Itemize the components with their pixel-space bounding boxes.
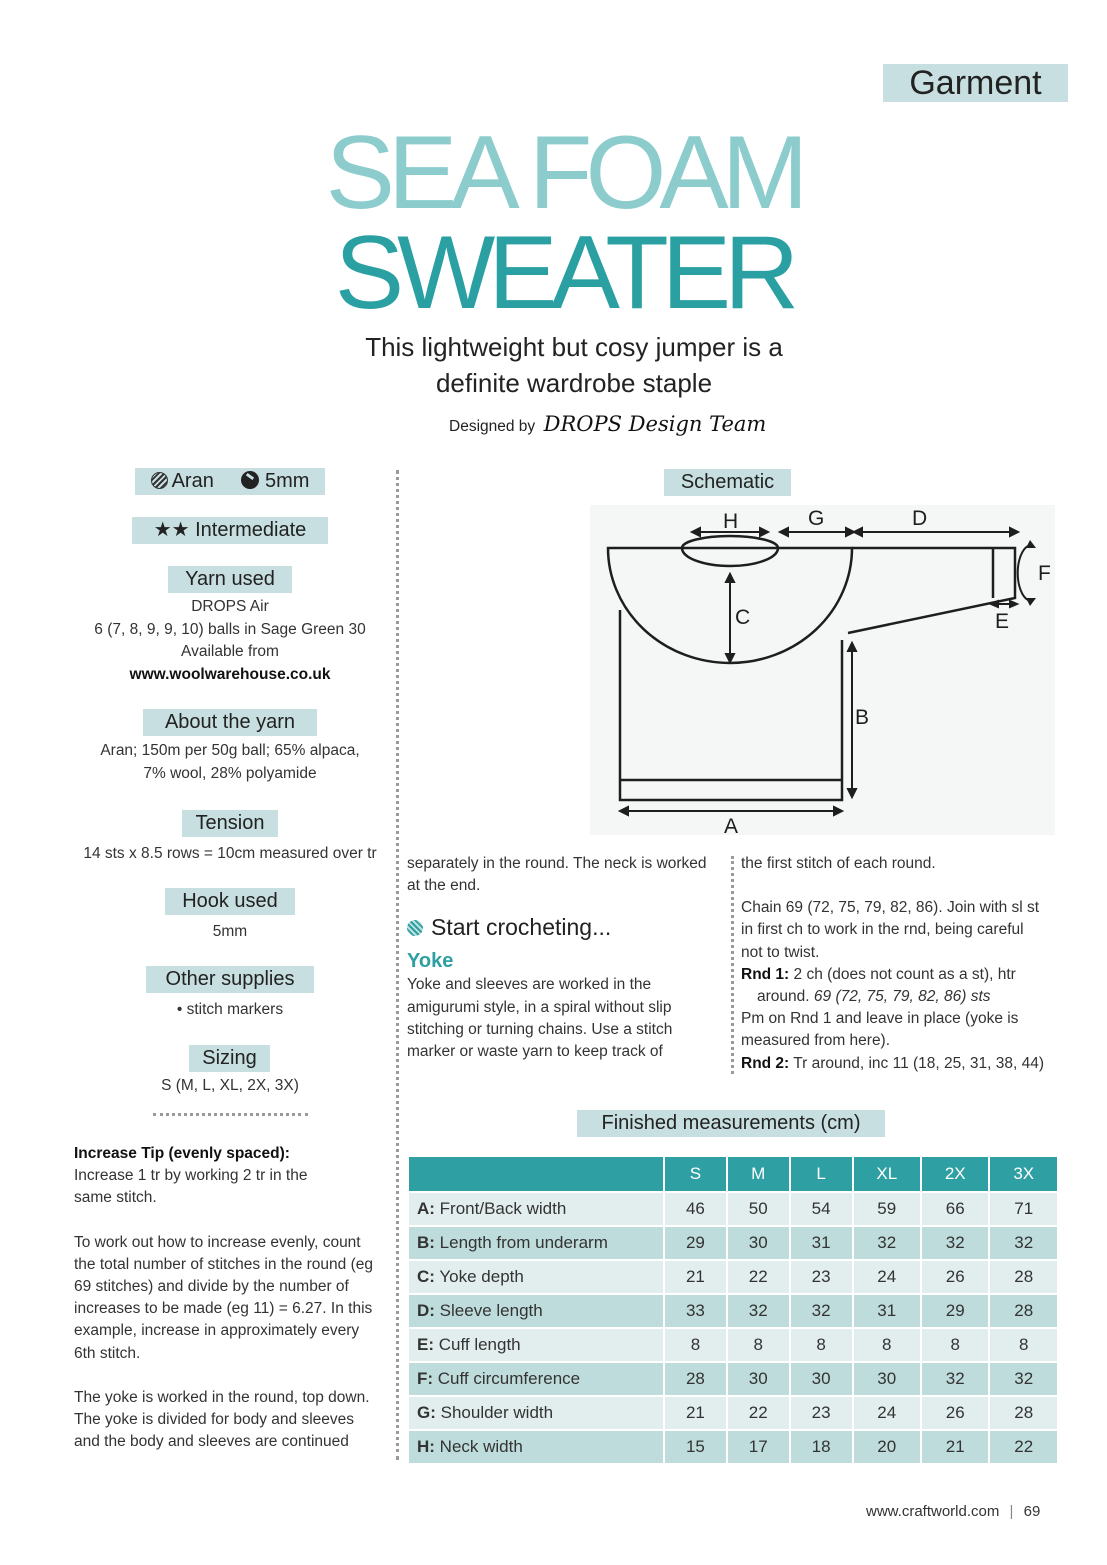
cell: 21: [663, 1261, 726, 1293]
about-yarn-info: [60, 740, 400, 785]
footer-website[interactable]: www.craftworld.com: [866, 1503, 1000, 1520]
cell: 30: [789, 1363, 852, 1395]
row-label: [409, 1397, 663, 1429]
cell: 59: [852, 1193, 920, 1225]
label-g: G: [808, 507, 825, 530]
cell: 29: [663, 1227, 726, 1259]
table-row: [409, 1295, 1057, 1327]
start-crocheting-text: Start crocheting...: [431, 914, 612, 941]
table-row: [409, 1227, 1057, 1259]
header-size: S: [663, 1157, 726, 1191]
schematic-heading: Schematic: [664, 469, 791, 496]
yarn-quantity: 6 (7, 8, 9, 9, 10) balls in Sage Green 30: [94, 620, 366, 638]
cell: 26: [920, 1397, 988, 1429]
column-divider-left: [396, 470, 399, 1460]
cell: 31: [852, 1295, 920, 1327]
row-desc: Sleeve length: [434, 1301, 543, 1320]
subtitle-line-1: This lightweight but cosy jumper is a: [365, 332, 783, 362]
table-row: [409, 1261, 1057, 1293]
cell: 17: [726, 1431, 789, 1463]
row-desc: Cuff circumference: [433, 1369, 581, 1388]
sidebar-divider: [153, 1113, 308, 1116]
table-row: [409, 1431, 1057, 1463]
label-b: B: [855, 706, 870, 729]
table-row: [409, 1193, 1057, 1225]
hook-used-text: 5mm: [212, 923, 248, 940]
yarn-availability: Available from: [181, 643, 279, 660]
cell: 46: [663, 1193, 726, 1225]
cell: 66: [920, 1193, 988, 1225]
row-desc: Cuff length: [434, 1335, 521, 1354]
round-1-count: 69 (72, 75, 79, 82, 86) sts: [813, 988, 991, 1006]
measurements-table: [409, 1155, 1057, 1465]
cell: 32: [920, 1363, 988, 1395]
difficulty-badge: [132, 517, 328, 544]
increase-tip-p2: To work out how to increase evenly, count the total number of stitches in the round (eg 69 stitches) and divide by the number of increases to be made (eg 11) = 6.27. In this example, increase in approximately every 6th stitch.: [74, 1233, 373, 1362]
row-desc: Shoulder width: [435, 1403, 554, 1422]
table-row: [409, 1329, 1057, 1361]
row-key: F:: [417, 1369, 434, 1388]
cell: 30: [726, 1363, 789, 1395]
table-row: [409, 1397, 1057, 1429]
difficulty-level: Intermediate: [195, 519, 307, 541]
chain-instruction: Chain 69 (72, 75, 79, 82, 86). Join with sl st in first ch to work in the rnd, being careful not to twist.: [741, 899, 1040, 961]
cell: 31: [789, 1227, 852, 1259]
cell: 32: [920, 1227, 988, 1259]
cell: 24: [852, 1261, 920, 1293]
column-2: [407, 853, 717, 1063]
cell: 71: [988, 1193, 1057, 1225]
cell: 15: [663, 1431, 726, 1463]
cell: 20: [852, 1431, 920, 1463]
label-f: F: [1038, 562, 1051, 585]
column-2-intro: separately in the round. The neck is worked at the end.: [407, 855, 707, 895]
sizing-text: S (M, L, XL, 2X, 3X): [161, 1077, 299, 1094]
page-number: 69: [1023, 1503, 1041, 1520]
label-d: D: [912, 507, 928, 530]
place-marker-instruction: Pm on Rnd 1 and leave in place (yoke is measured from here).: [741, 1010, 1019, 1050]
about-yarn-heading: About the yarn: [143, 709, 317, 736]
column-divider-right: [731, 856, 734, 1074]
other-supplies-heading: Other supplies: [146, 966, 314, 993]
row-label: [409, 1431, 663, 1463]
cell: 24: [852, 1397, 920, 1429]
cell: 26: [920, 1261, 988, 1293]
cell: 21: [663, 1397, 726, 1429]
cell: 32: [852, 1227, 920, 1259]
spec-bar: [135, 468, 325, 495]
cell: 32: [726, 1295, 789, 1327]
row-key: G:: [417, 1403, 436, 1422]
cell: 33: [663, 1295, 726, 1327]
row-key: E:: [417, 1335, 434, 1354]
label-c: C: [735, 606, 751, 629]
cell: 28: [663, 1363, 726, 1395]
cell: 8: [726, 1329, 789, 1361]
cell: 30: [726, 1227, 789, 1259]
designer-name: DROPS Design Team: [543, 412, 767, 436]
cell: 18: [789, 1431, 852, 1463]
footer-separator: |: [1009, 1503, 1014, 1520]
round-2: [741, 1053, 1056, 1075]
title-line-1: SEA FOAM: [325, 115, 802, 231]
cell: 8: [920, 1329, 988, 1361]
increase-tip-heading: Increase Tip (evenly spaced):: [74, 1145, 290, 1162]
yarn-supplier-link[interactable]: www.woolwarehouse.co.uk: [129, 665, 331, 683]
cell: 22: [988, 1431, 1057, 1463]
schematic-bg: [590, 505, 1055, 835]
row-key: C:: [417, 1267, 435, 1286]
label-a: A: [724, 815, 739, 838]
row-label: [409, 1295, 663, 1327]
yarn-name: DROPS Air: [191, 598, 269, 615]
yoke-heading: Yoke: [407, 950, 454, 973]
cell: 8: [663, 1329, 726, 1361]
hook-icon: [241, 471, 259, 489]
yarn-ball-small-icon: [407, 920, 423, 936]
header-size: 2X: [920, 1157, 988, 1191]
header-label: [409, 1157, 663, 1191]
cell: 28: [988, 1295, 1057, 1327]
measurements-header-row: [409, 1157, 1057, 1191]
start-crocheting-heading: [407, 912, 717, 942]
designer-credit: [449, 412, 766, 436]
hook-size: 5mm: [264, 470, 310, 492]
tension-text: 14 sts x 8.5 rows = 10cm measured over tr: [83, 845, 377, 862]
cell: 23: [789, 1261, 852, 1293]
row-desc: Length from underarm: [434, 1233, 608, 1252]
row-desc: Front/Back width: [434, 1199, 567, 1218]
row-desc: Yoke depth: [434, 1267, 524, 1286]
header-size: XL: [852, 1157, 920, 1191]
round-1-label: Rnd 1:: [741, 965, 790, 983]
cell: 32: [988, 1227, 1057, 1259]
about-yarn-line-1: Aran; 150m per 50g ball; 65% alpaca,: [100, 742, 360, 759]
increase-tip-p1: Increase 1 tr by working 2 tr in the same stitch.: [74, 1167, 308, 1207]
cell: 54: [789, 1193, 852, 1225]
sizing-heading: Sizing: [189, 1045, 270, 1072]
round-1-text: 2 ch (does not count as a st), htr around.: [757, 965, 1016, 1006]
header-size: L: [789, 1157, 852, 1191]
header-size: M: [726, 1157, 789, 1191]
yoke-text: Yoke and sleeves are worked in the amigurumi style, in a spiral without slip stitching or turning chains. Use a stitch marker or waste yarn to keep track of: [407, 976, 673, 1061]
header-size: 3X: [988, 1157, 1057, 1191]
footer: [866, 1503, 1040, 1520]
cell: 28: [988, 1397, 1057, 1429]
label-h: H: [723, 510, 739, 533]
measurements-heading: Finished measurements (cm): [577, 1110, 885, 1137]
round-1: [741, 964, 1046, 1008]
round-2-label: Rnd 2:: [741, 1054, 790, 1072]
cell: 23: [789, 1397, 852, 1429]
hook-used-heading: Hook used: [165, 888, 295, 915]
tension-heading: Tension: [182, 810, 278, 837]
table-row: [409, 1363, 1057, 1395]
subtitle-line-2: definite wardrobe staple: [435, 368, 713, 398]
cell: 8: [988, 1329, 1057, 1361]
cell: 29: [920, 1295, 988, 1327]
round-2-text: Tr around, inc 11 (18, 25, 31, 38, 44): [789, 1054, 1044, 1072]
about-yarn-line-2: 7% wool, 28% polyamide: [143, 764, 317, 782]
cell: 21: [920, 1431, 988, 1463]
category-tag: Garment: [883, 64, 1068, 102]
row-label: [409, 1261, 663, 1293]
cell: 8: [789, 1329, 852, 1361]
row-key: H:: [417, 1437, 435, 1456]
cell: 8: [852, 1329, 920, 1361]
cell: 50: [726, 1193, 789, 1225]
difficulty-stars: ★★: [153, 519, 190, 541]
yarn-used-heading: Yarn used: [168, 566, 292, 593]
increase-tip: [74, 1143, 384, 1453]
cell: 22: [726, 1397, 789, 1429]
row-label: [409, 1193, 663, 1225]
title-line-2: SWEATER: [334, 215, 793, 331]
cell: 28: [988, 1261, 1057, 1293]
cell: 22: [726, 1261, 789, 1293]
schematic-diagram: [590, 500, 1060, 840]
column-3: [741, 853, 1056, 1075]
row-desc: Neck width: [434, 1437, 523, 1456]
yarn-weight: Aran: [171, 470, 214, 492]
label-e: E: [995, 610, 1010, 633]
cell: 32: [988, 1363, 1057, 1395]
yarn-used-info: [60, 596, 400, 686]
cell: 30: [852, 1363, 920, 1395]
cell: 32: [789, 1295, 852, 1327]
row-key: B:: [417, 1233, 435, 1252]
yarn-ball-icon: [151, 472, 168, 489]
row-key: D:: [417, 1301, 435, 1320]
designer-prefix: Designed by: [449, 418, 536, 435]
increase-tip-p3: The yoke is worked in the round, top down. The yoke is divided for body and sleeves and the body and sleeves are continued: [74, 1388, 370, 1451]
row-label: [409, 1329, 663, 1361]
row-label: [409, 1363, 663, 1395]
row-label: [409, 1227, 663, 1259]
row-key: A:: [417, 1199, 435, 1218]
other-supplies-text: • stitch markers: [176, 1001, 284, 1018]
column-3-intro: the first stitch of each round.: [741, 855, 936, 872]
